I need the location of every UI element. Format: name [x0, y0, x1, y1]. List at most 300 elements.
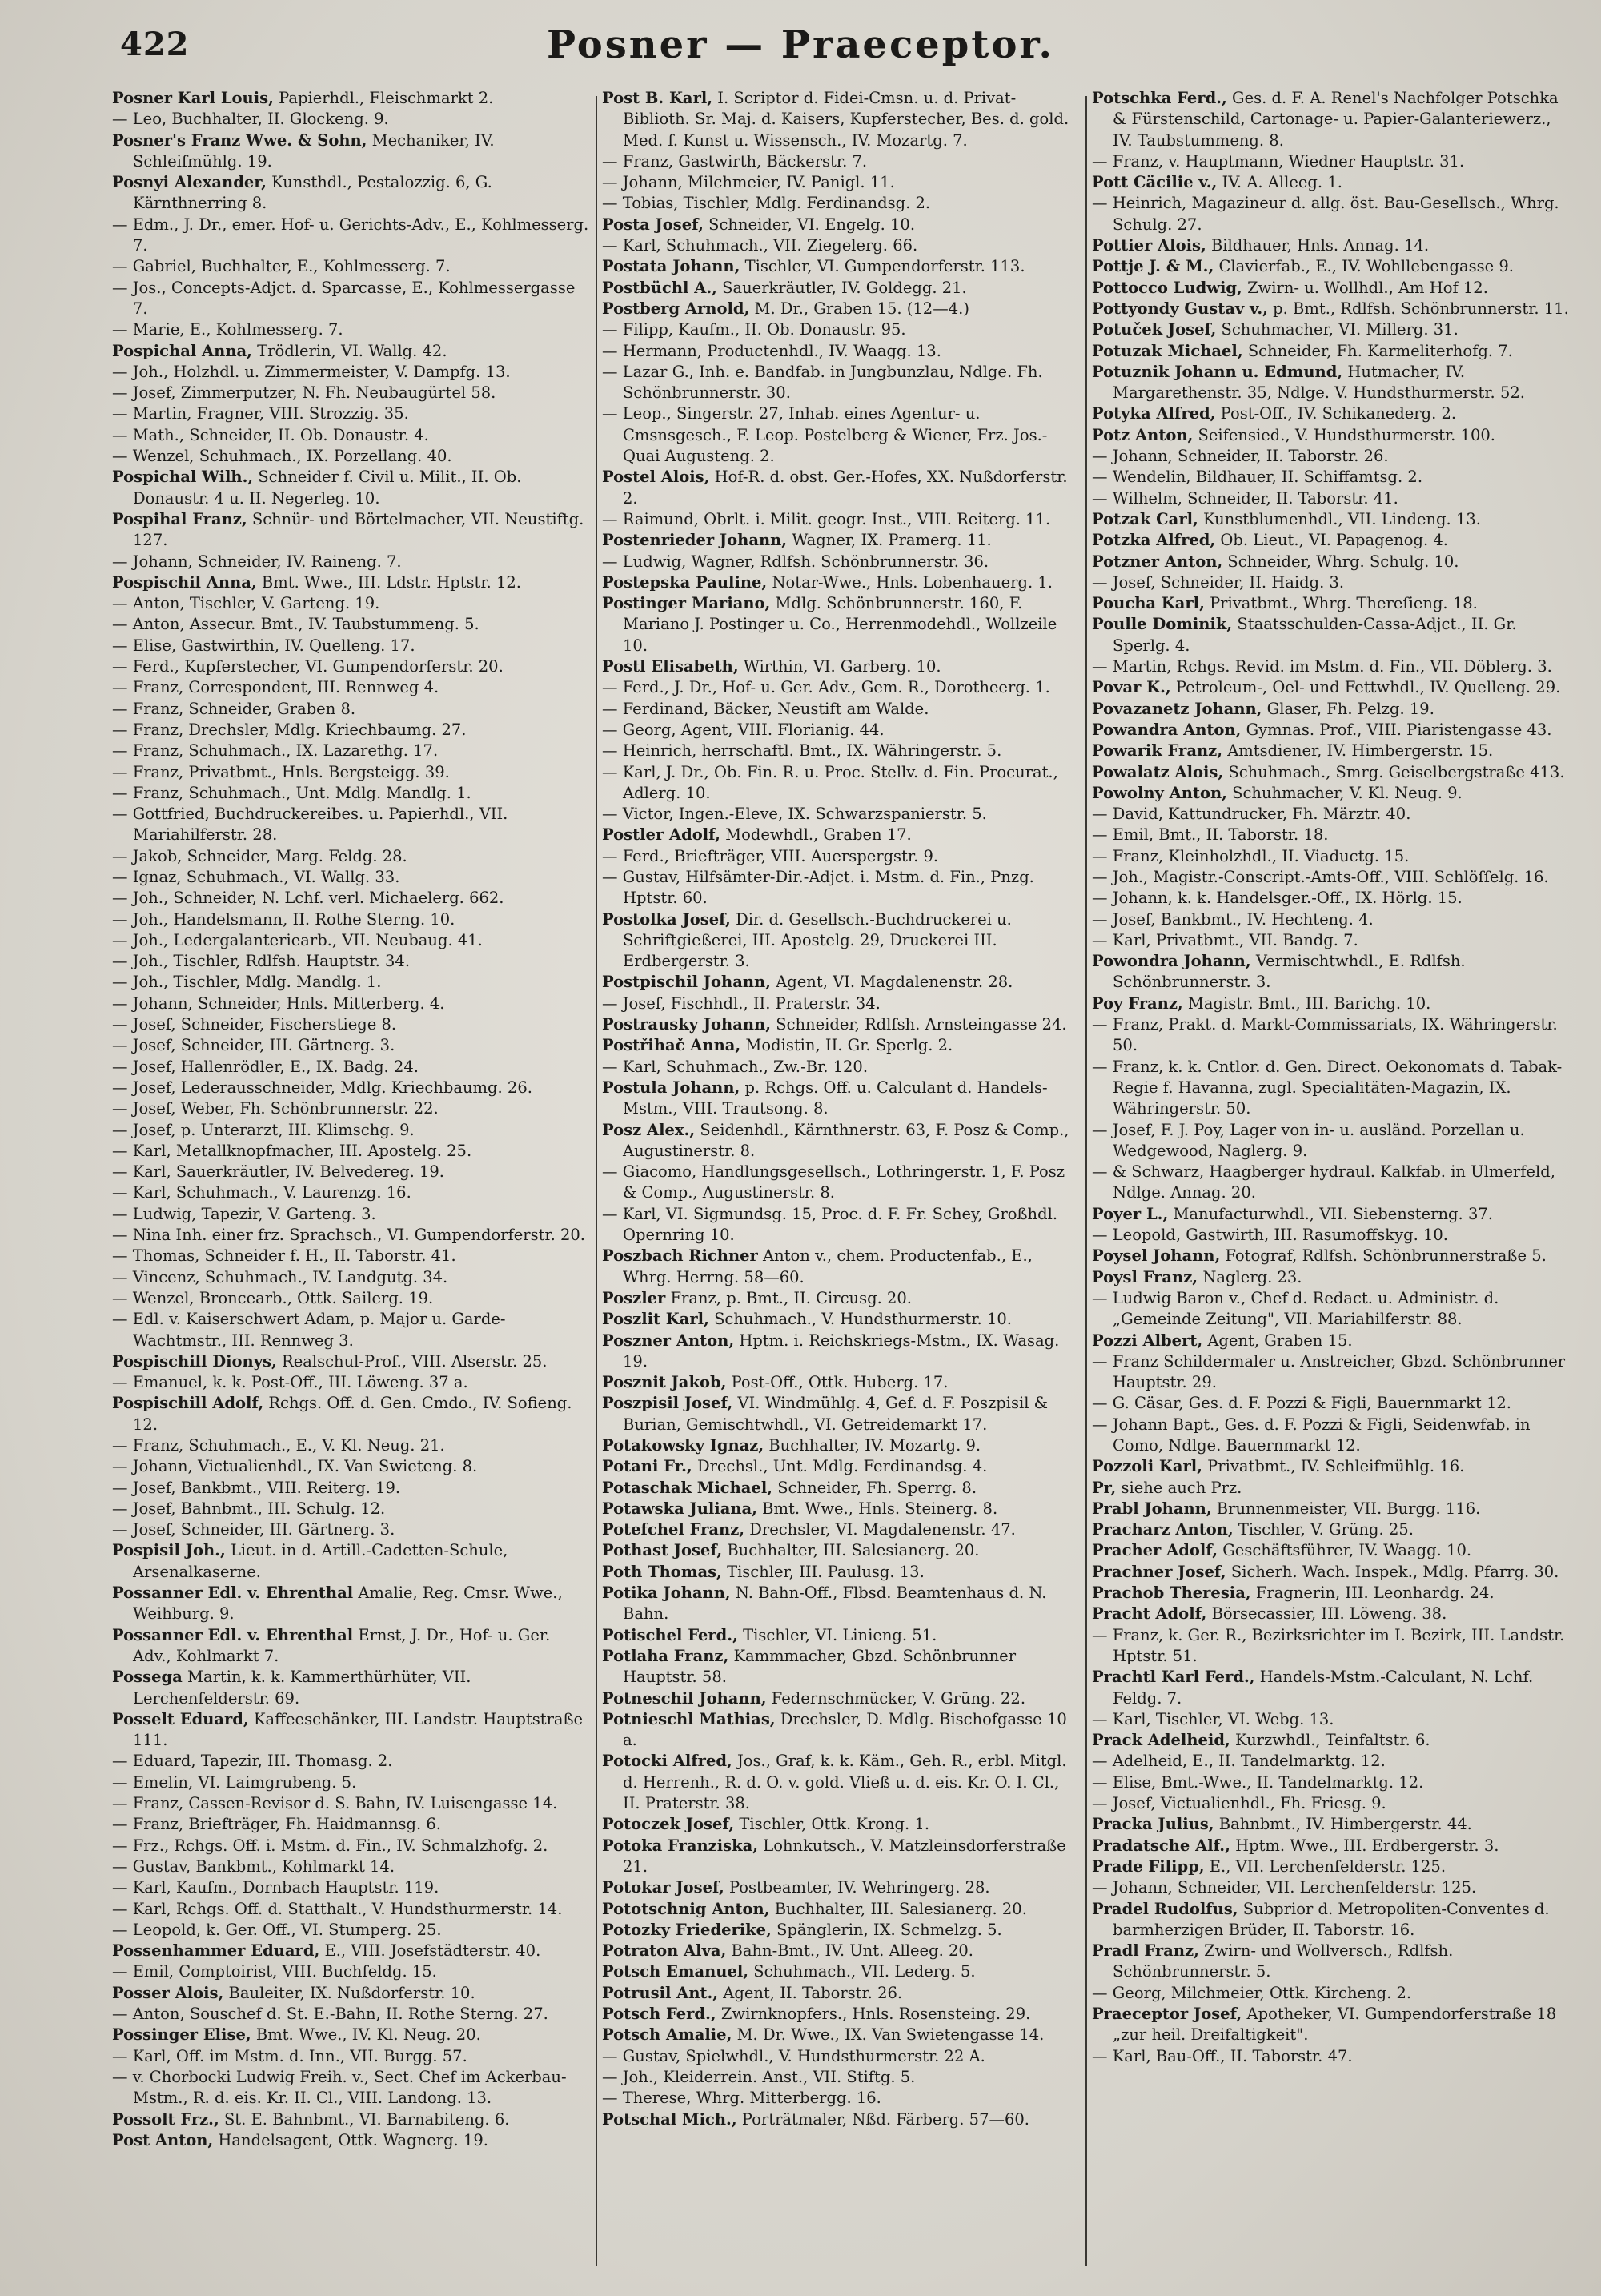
directory-entry — [112, 1351, 591, 1372]
directory-entry — [1092, 88, 1571, 151]
entry-detail: — Josef, Schneider, Fischerstiege 8. — [112, 1015, 397, 1034]
entry-detail: Tischler, III. Paulusg. 13. — [727, 1562, 925, 1581]
directory-entry — [602, 509, 1081, 530]
entry-name: Pracka Julius, — [1092, 1815, 1214, 1834]
entry-detail: Manufacturwhdl., VII. Siebensterng. 37. — [1173, 1204, 1493, 1223]
entry-detail: — Josef, Schneider, III. Gärtnerg. 3. — [112, 1036, 395, 1055]
entry-name: Post Anton, — [112, 2130, 214, 2149]
directory-entry — [112, 215, 591, 257]
directory-entry — [1092, 1225, 1571, 1246]
entry-detail: — Josef, Schneider, III. Gärtnerg. 3. — [112, 1520, 395, 1539]
entry-name: Postenrieder Johann, — [602, 531, 788, 550]
directory-entry — [602, 1836, 1081, 1878]
entry-detail: — Johann, Schneider, Hnls. Mitterberg. 4. — [112, 993, 445, 1013]
entry-name: Pospihal Franz, — [112, 509, 247, 528]
entry-detail: Mdlg. Schönbrunnerstr. 160, F. Mariano J. Postinger u. Co., Herrenmodehdl., Wollzeile 10. — [623, 594, 1057, 655]
directory-entry — [112, 1288, 591, 1309]
directory-entry — [602, 256, 1081, 277]
entry-name: Pothast Josef, — [602, 1541, 723, 1560]
entry-detail: — Giacomo, Handlungsgesellsch., Lothringerstr. 1, F. Posz & Comp., Augustinerstr. 8. — [602, 1162, 1065, 1202]
entry-detail: Zwirn- u. Wollhdl., Am Hof 12. — [1247, 278, 1488, 297]
entry-detail: IV. A. Alleeg. 1. — [1222, 173, 1342, 192]
entry-detail: Bauleiter, IX. Nußdorferstr. 10. — [228, 1983, 475, 2002]
entry-name: Possanner Edl. v. Ehrenthal — [112, 1625, 354, 1644]
directory-entry — [602, 1814, 1081, 1835]
entry-detail: Bmt. Wwe., Hnls. Steinerg. 8. — [762, 1499, 998, 1518]
entry-detail: — Martin, Fragner, VIII. Strozzig. 35. — [112, 404, 409, 423]
entry-detail: Lieut. in d. Artill.-Cadetten-Schule, Arsenalkaserne. — [133, 1541, 508, 1581]
entry-detail: — Johann, Victualienhdl., IX. Van Swieteng. 8. — [112, 1457, 478, 1476]
directory-entry — [602, 699, 1081, 720]
entry-name: Prack Adelheid, — [1092, 1731, 1230, 1750]
entry-detail: Agent, VI. Magdalenenstr. 28. — [776, 973, 1013, 992]
entry-detail: Schuhmach., Smrg. Geiselbergstraße 413. — [1228, 762, 1565, 781]
entry-name: Pospischill Adolf, — [112, 1394, 264, 1413]
directory-entry — [112, 1836, 591, 1856]
entry-name: Posta Josef, — [602, 215, 704, 234]
directory-entry — [602, 1246, 1081, 1288]
directory-entry — [112, 403, 591, 424]
entry-name: Potuček Josef, — [1092, 320, 1217, 339]
directory-entry — [112, 256, 591, 277]
directory-entry — [602, 151, 1081, 172]
directory-entry — [602, 1899, 1081, 1920]
entry-detail: — Karl, Schuhmach., V. Laurenzg. 16. — [112, 1183, 411, 1202]
directory-entry — [1092, 1899, 1571, 1941]
entry-detail: — Franz, Correspondent, III. Rennweg 4. — [112, 678, 439, 697]
entry-detail: Sicherh. Wach. Inspek., Mdlg. Pfarrg. 30. — [1230, 1562, 1559, 1581]
entry-name: Postula Johann, — [602, 1078, 740, 1097]
directory-entry — [112, 1014, 591, 1035]
directory-entry — [1092, 509, 1571, 530]
directory-entry — [602, 403, 1081, 467]
entry-detail: Postbeamter, IV. Wehringerg. 28. — [728, 1878, 990, 1897]
entry-detail: Geschäftsführer, IV. Waagg. 10. — [1222, 1541, 1472, 1560]
directory-entry — [112, 930, 591, 951]
directory-entry — [602, 825, 1081, 845]
entry-detail: — Franz, k. k. Cntlor. d. Gen. Direct. Oekonomats d. Tabak-Regie f. Havanna, zugl. Specialitäten-Magazin, IX. Währingerstr. 50. — [1092, 1057, 1563, 1118]
directory-entry — [112, 509, 591, 552]
entry-name: Pospichal Anna, — [112, 341, 252, 360]
entry-detail: — Joh., Tischler, Rdlfsh. Hauptstr. 34. — [112, 952, 411, 971]
entry-name: Potsch Amalie, — [602, 2025, 732, 2045]
directory-entry — [1092, 1667, 1571, 1709]
entry-detail: — Josef, Hallenrödler, E., IX. Badg. 24. — [112, 1057, 419, 1076]
directory-entry — [112, 1877, 591, 1898]
entry-detail: — Karl, Sauerkräutler, IV. Belvedereg. 19. — [112, 1162, 444, 1182]
entry-detail: — Emil, Comptoirist, VIII. Buchfeldg. 15. — [112, 1962, 437, 1981]
directory-entry — [602, 2025, 1081, 2045]
entry-detail: Anton v., chem. Productenfab., E., Whrg. Herrng. 58—60. — [623, 1246, 1033, 1286]
directory-entry — [112, 656, 591, 677]
entry-name: Postl Elisabeth, — [602, 657, 739, 676]
directory-entry — [112, 425, 591, 446]
entry-detail: — Raimund, Obrlt. i. Milit. geogr. Inst., VIII. Reiterg. 11. — [602, 509, 1051, 528]
directory-entry — [1092, 1730, 1571, 1751]
entry-detail: — Leo, Buchhalter, II. Glockeng. 9. — [112, 110, 389, 129]
directory-entry — [1092, 1267, 1571, 1288]
entry-detail: — Hermann, Productenhdl., IV. Waagg. 13. — [602, 341, 941, 360]
directory-entry — [602, 1288, 1081, 1309]
directory-entry — [1092, 425, 1571, 446]
directory-entry — [112, 593, 591, 614]
entry-detail: Naglerg. 23. — [1202, 1267, 1302, 1286]
entry-detail: — Johann, k. k. Handelsger.-Off., IX. Hörlg. 15. — [1092, 889, 1463, 908]
directory-entry — [602, 467, 1081, 509]
directory-entry — [602, 1162, 1081, 1204]
entry-detail: — Ferd., J. Dr., Hof- u. Ger. Adv., Gem. R., Dorotheerg. 1. — [602, 678, 1050, 697]
entry-name: Povar K., — [1092, 678, 1171, 697]
directory-entry — [112, 1793, 591, 1814]
directory-entry — [1092, 1456, 1571, 1477]
directory-entry — [112, 1920, 591, 1941]
entry-name: Poysl Franz, — [1092, 1267, 1198, 1286]
entry-detail: Schuhmach., V. Hundsthurmerstr. 10. — [714, 1310, 1012, 1329]
directory-entry — [1092, 1604, 1571, 1624]
directory-entry — [112, 888, 591, 909]
entry-detail: Lohnkutsch., V. Matzleinsdorferstraße 21. — [623, 1836, 1066, 1876]
entry-detail: — Karl, J. Dr., Ob. Fin. R. u. Proc. Stellv. d. Fin. Procurat., Adlerg. 10. — [602, 762, 1058, 802]
entry-detail: — Karl, Schuhmach., VII. Ziegelerg. 66. — [602, 236, 918, 255]
entry-detail: — Anton, Souschef d. St. E.-Bahn, II. Rothe Sterng. 27. — [112, 2005, 548, 2024]
directory-entry — [112, 572, 591, 593]
directory-entry — [112, 951, 591, 972]
directory-entry — [112, 762, 591, 783]
entry-name: Potoka Franziska, — [602, 1836, 759, 1855]
entry-detail: Sauerkräutler, IV. Goldegg. 21. — [722, 278, 967, 297]
directory-entry — [112, 1519, 591, 1540]
entry-detail: Amalie, Reg. Cmsr. Wwe., Weihburg. 9. — [133, 1584, 563, 1624]
entry-name: Potozky Friederike, — [602, 1920, 772, 1939]
entry-detail: Jos., Graf, k. k. Käm., Geh. R., erbl. Mitgl. d. Herrenh., R. d. O. v. gold. Vließ u. d. eis. Kr. O. I. Cl., II. Praterstr. 38. — [623, 1752, 1067, 1813]
directory-entry — [602, 1035, 1081, 1056]
entry-detail: — Frz., Rchgs. Off. i. Mstm. d. Fin., IV. Schmalzhofg. 2. — [112, 1836, 548, 1855]
entry-detail: — Josef, Zimmerputzer, N. Fh. Neubaugürtel 58. — [112, 383, 496, 403]
entry-detail: — Ignaz, Schuhmach., VI. Wallg. 33. — [112, 867, 400, 886]
entry-detail: — Emelin, VI. Laimgrubeng. 5. — [112, 1772, 357, 1792]
directory-entry — [1092, 1331, 1571, 1351]
entry-name: Potneschil Johann, — [602, 1688, 767, 1708]
directory-entry — [1092, 1814, 1571, 1835]
directory-entry — [602, 867, 1081, 909]
entry-detail: — Georg, Milchmeier, Ottk. Kircheng. 2. — [1092, 1983, 1412, 2002]
entry-detail: Zwirnknopfers., Hnls. Rosensteing. 29. — [720, 2005, 1031, 2024]
entry-detail: — Josef, Bankbmt., VIII. Reiterg. 19. — [112, 1478, 401, 1497]
directory-entry — [1092, 699, 1571, 720]
directory-entry — [1092, 1836, 1571, 1856]
entry-detail: Handels-Mstm.-Calculant, N. Lchf. Feldg. 7. — [1113, 1668, 1534, 1708]
directory-entry — [1092, 1499, 1571, 1519]
entry-detail: Rchgs. Off. d. Gen. Cmdo., IV. Sofieng. 12. — [133, 1394, 572, 1434]
entry-detail: Hptm. i. Reichskriegs-Mstm., IX. Wasag. 19. — [623, 1331, 1060, 1371]
entry-detail: — Johann, Schneider, IV. Raineng. 7. — [112, 552, 402, 571]
directory-entry — [1092, 804, 1571, 825]
directory-entry — [112, 1456, 591, 1477]
entry-detail: Trödlerin, VI. Wallg. 42. — [257, 341, 447, 360]
directory-entry — [112, 2046, 591, 2067]
directory-entry — [602, 1478, 1081, 1499]
entry-detail: — Wendelin, Bildhauer, II. Schiffamtsg. 2. — [1092, 468, 1423, 487]
entry-detail: Privatbmt., Whrg. Thereſieng. 18. — [1210, 594, 1478, 613]
entry-detail: Schneider f. Civil u. Milit., II. Ob. Donaustr. 4 u. II. Negerleg. 10. — [133, 468, 522, 508]
directory-entry — [112, 1120, 591, 1141]
running-title: Posner — Praeceptor. — [546, 22, 1055, 67]
directory-entry — [1092, 403, 1571, 424]
directory-entry — [1092, 362, 1571, 404]
entry-name: Pozzoli Karl, — [1092, 1457, 1202, 1476]
entry-detail: — Franz, Gastwirth, Bäckerstr. 7. — [602, 151, 868, 171]
directory-entry — [602, 2109, 1081, 2130]
entry-detail: — Leopold, Gastwirth, III. Rasumoffskyg. 10. — [1092, 1226, 1448, 1245]
entry-detail: — Joh., Tischler, Mdlg. Mandlg. 1. — [112, 973, 382, 992]
directory-entry — [1092, 993, 1571, 1014]
directory-entry — [602, 235, 1081, 256]
entry-detail: — Elise, Bmt.-Wwe., II. Tandelmarktg. 12. — [1092, 1772, 1424, 1792]
entry-detail: — Karl, Schuhmach., Zw.-Br. 120. — [602, 1057, 869, 1076]
directory-entry — [112, 109, 591, 130]
entry-name: Prachob Theresia, — [1092, 1584, 1251, 1603]
entry-detail: — Ferdinand, Bäcker, Neustift am Walde. — [602, 699, 929, 718]
directory-entry — [112, 636, 591, 656]
directory-entry — [112, 278, 591, 320]
directory-entry — [1092, 319, 1571, 340]
entry-name: Poszpisil Josef, — [602, 1394, 733, 1413]
entry-detail: — Filipp, Kaufm., II. Ob. Donaustr. 95. — [602, 320, 906, 339]
directory-entry — [112, 130, 591, 173]
directory-entry — [112, 341, 591, 362]
entry-name: Powarik Franz, — [1092, 741, 1222, 761]
entry-detail: Kurzwhdl., Teinfaltstr. 6. — [1234, 1731, 1430, 1750]
entry-detail: Buchhalter, IV. Mozartg. 9. — [768, 1436, 981, 1455]
entry-name: Possenhammer Eduard, — [112, 1941, 320, 1961]
entry-name: Postata Johann, — [602, 257, 740, 276]
directory-entry — [602, 1709, 1081, 1752]
entry-detail: Post-Off., IV. Schikanederg. 2. — [1220, 404, 1457, 423]
entry-name: Possolt Frz., — [112, 2109, 219, 2129]
directory-entry — [1092, 1120, 1571, 1162]
entry-detail: Clavierfab., E., IV. Wohllebengasse 9. — [1218, 257, 1514, 276]
directory-entry — [602, 1751, 1081, 1814]
directory-entry — [112, 1983, 591, 2004]
directory-entry — [602, 1646, 1081, 1688]
directory-entry — [1092, 1204, 1571, 1225]
entry-detail: — Johann Bapt., Ges. d. F. Pozzi & Figli, Seidenwfab. in Como, Ndlge. Bauernmarkt 12. — [1092, 1415, 1531, 1455]
directory-entry — [112, 1772, 591, 1793]
entry-detail: Buchhalter, III. Salesianerg. 20. — [727, 1541, 980, 1560]
entry-name: Potakowsky Ignaz, — [602, 1436, 764, 1455]
entry-name: Potlaha Franz, — [602, 1646, 729, 1665]
entry-detail: Post-Off., Ottk. Huberg. 17. — [731, 1373, 949, 1392]
entry-detail: Schneider, Rdlfsh. Arnsteingasse 24. — [776, 1015, 1067, 1034]
entry-name: Potz Anton, — [1092, 425, 1194, 444]
entry-detail: E., VII. Lerchenfelderstr. 125. — [1209, 1856, 1447, 1876]
entry-name: Potefchel Franz, — [602, 1520, 745, 1539]
directory-entry — [602, 2004, 1081, 2025]
entry-name: Postinger Mariano, — [602, 594, 771, 613]
entry-detail: Porträtmaler, Nßd. Färberg. 57—60. — [741, 2109, 1029, 2129]
directory-entry — [112, 2130, 591, 2151]
directory-entry — [1092, 1625, 1571, 1668]
directory-entry — [1092, 888, 1571, 909]
directory-entry — [602, 1519, 1081, 1540]
directory-entry — [112, 1625, 591, 1668]
directory-entry — [602, 88, 1081, 151]
directory-entry — [1092, 1288, 1571, 1331]
directory-entry — [1092, 593, 1571, 614]
entry-name: Postrausky Johann, — [602, 1015, 772, 1034]
entry-detail: — Franz, Schuhmach., E., V. Kl. Neug. 21. — [112, 1436, 445, 1455]
directory-entry — [112, 1814, 591, 1835]
directory-entry — [602, 2046, 1081, 2067]
entry-detail: Apotheker, VI. Gumpendorferstraße 18 „zur heil. Dreifaltigkeit". — [1113, 2005, 1557, 2045]
directory-entry — [112, 909, 591, 930]
entry-name: Pospischill Dionys, — [112, 1351, 277, 1371]
directory-entry — [112, 741, 591, 761]
entry-detail: — Therese, Whrg. Mitterbergg. 16. — [602, 2089, 881, 2108]
directory-entry — [602, 193, 1081, 214]
directory-entry — [112, 1162, 591, 1182]
entry-name: Possega — [112, 1668, 183, 1687]
directory-entry — [602, 2088, 1081, 2109]
entry-detail: Staatsschulden-Cassa-Adjct., II. Gr. Sperlg. 4. — [1113, 615, 1517, 655]
entry-detail: — v. Chorbocki Ludwig Freih. v., Sect. Chef im Ackerbau-Mstm., R. d. eis. Kr. II. Cl., VIII. Landong. 13. — [112, 2067, 567, 2108]
entry-detail: — Gustav, Spielwhdl., V. Hundsthurmerstr. 22 A. — [602, 2046, 985, 2065]
directory-entry — [602, 341, 1081, 362]
entry-detail: — Josef, Bankbmt., IV. Hechteng. 4. — [1092, 909, 1374, 929]
entry-detail: — Leop., Singerstr. 27, Inhab. eines Agentur- u. Cmsnsgesch., F. Leop. Postelberg & Wiener, Frz. Jos.-Quai Augusteng. 2. — [602, 404, 1048, 466]
entry-detail: — Josef, Schneider, II. Haidg. 3. — [1092, 572, 1345, 592]
directory-entry — [1092, 341, 1571, 362]
entry-name: Postler Adolf, — [602, 825, 720, 845]
directory-entry — [1092, 552, 1571, 572]
entry-detail: Ernst, J. Dr., Hof- u. Ger. Adv., Kohlmarkt 7. — [133, 1625, 551, 1665]
entry-name: Post B. Karl, — [602, 89, 713, 107]
directory-entry — [602, 804, 1081, 825]
entry-name: Potuzak Michael, — [1092, 341, 1243, 360]
directory-entry — [602, 1583, 1081, 1625]
entry-name: Prabl Johann, — [1092, 1499, 1212, 1518]
directory-entry — [602, 215, 1081, 235]
directory-entry — [1092, 1057, 1571, 1120]
entry-detail: — Wilhelm, Schneider, II. Taborstr. 41. — [1092, 488, 1398, 508]
entry-detail: Tischler, VI. Linieng. 51. — [743, 1625, 937, 1644]
entry-name: Pospisil Joh., — [112, 1541, 226, 1560]
entry-detail: Glaser, Fh. Pelzg. 19. — [1266, 699, 1434, 718]
column-divider — [1085, 96, 1087, 2266]
entry-detail: Bahnbmt., IV. Himbergerstr. 44. — [1218, 1815, 1472, 1834]
entry-detail: Magistr. Bmt., III. Barichg. 10. — [1187, 993, 1431, 1013]
entry-detail: Modewhdl., Graben 17. — [725, 825, 912, 845]
directory-entry — [1092, 1415, 1571, 1457]
entry-detail: — Emanuel, k. k. Post-Off., III. Löweng. 37 a. — [112, 1373, 468, 1392]
entry-detail: — Ludwig, Wagner, Rdlfsh. Schönbrunnerstr. 36. — [602, 552, 989, 571]
directory-entry — [602, 362, 1081, 404]
entry-name: Potoczek Josef, — [602, 1815, 735, 1834]
directory-entry — [1092, 1793, 1571, 1814]
entry-detail: Bmt. Wwe., IV. Kl. Neug. 20. — [255, 2025, 481, 2045]
directory-entry — [602, 909, 1081, 973]
directory-entry — [112, 1941, 591, 1961]
directory-entry — [602, 319, 1081, 340]
entry-detail: — Johann, Milchmeier, IV. Panigl. 11. — [602, 173, 895, 192]
directory-entry — [1092, 278, 1571, 299]
entry-detail: — Joh., Schneider, N. Lchf. verl. Michaelerg. 662. — [112, 889, 504, 908]
directory-entry — [602, 1961, 1081, 1982]
directory-entry — [112, 699, 591, 720]
directory-entry — [602, 1078, 1081, 1120]
entry-detail: — Anton, Assecur. Bmt., IV. Taubstummeng. 5. — [112, 615, 479, 634]
directory-entry — [112, 1856, 591, 1877]
directory-entry — [1092, 172, 1571, 193]
entry-detail: Kaffeeschänker, III. Landstr. Hauptstraße 111. — [133, 1709, 584, 1750]
directory-entry — [112, 172, 591, 215]
directory-entry — [1092, 741, 1571, 761]
entry-detail: M. Dr. Wwe., IX. Van Swietengasse 14. — [736, 2025, 1045, 2045]
directory-entry — [112, 319, 591, 340]
entry-detail: I. Scriptor d. Fidei-Cmsn. u. d. Privat-Biblioth. Sr. Maj. d. Kaisers, Kupferstecher, Bes. d. gold. Med. f. Kunst u. Wissensch., IV. Mozartg. 7. — [623, 89, 1069, 150]
entry-name: Pott Cäcilie v., — [1092, 173, 1218, 192]
entry-detail: Spänglerin, IX. Schmelzg. 5. — [776, 1920, 1002, 1939]
entry-detail: — David, Kattundrucker, Fh. Märztr. 40. — [1092, 805, 1411, 824]
entry-detail: Kunsthdl., Pestalozzig. 6, G. Kärnthnerring 8. — [133, 173, 492, 213]
directory-entry — [602, 1014, 1081, 1035]
entry-name: Poszner Anton, — [602, 1331, 735, 1350]
entry-detail: Ges. d. F. A. Renel's Nachfolger Potschka & Fürstenschild, Cartonage- u. Papier-Galanteriewerz., IV. Taubstummeng. 8. — [1113, 89, 1559, 150]
entry-detail: — Johann, Schneider, II. Taborstr. 26. — [1092, 447, 1389, 466]
directory-entry — [112, 1057, 591, 1078]
entry-name: Prachtl Karl Ferd., — [1092, 1668, 1255, 1687]
entry-name: Potraton Alva, — [602, 1941, 727, 1961]
entry-detail: Martin, k. k. Kammerthürhüter, VII. Lerchenfelderstr. 69. — [133, 1668, 471, 1708]
entry-detail: Schnür- und Börtelmacher, VII. Neustiftg. 127. — [133, 509, 584, 550]
entry-detail: — Jos., Concepts-Adjct. d. Sparcasse, E., Kohlmessergasse 7. — [112, 278, 576, 318]
directory-entry — [1092, 762, 1571, 783]
entry-detail: — Joh., Ledergalanteriearb., VII. Neubaug. 41. — [112, 930, 483, 949]
entry-name: Potischel Ferd., — [602, 1625, 738, 1644]
entry-name: Postberg Arnold, — [602, 299, 750, 318]
directory-entry — [1092, 720, 1571, 741]
entry-name: Powandra Anton, — [1092, 720, 1242, 739]
entry-detail: — Franz, Privatbmt., Hnls. Bergsteigg. 39. — [112, 762, 450, 781]
column-divider — [596, 96, 597, 2266]
entry-detail: — Johann, Schneider, VII. Lerchenfelderstr. 125. — [1092, 1878, 1477, 1897]
entry-detail: — Ferd., Kupferstecher, VI. Gumpendorferstr. 20. — [112, 657, 504, 676]
directory-entry — [1092, 1583, 1571, 1604]
entry-detail: Ob. Lieut., VI. Papagenog. 4. — [1220, 531, 1448, 550]
entry-name: Posz Alex., — [602, 1120, 696, 1139]
entry-name: Potokar Josef, — [602, 1878, 724, 1897]
entry-detail: E., VIII. Josefstädterstr. 40. — [324, 1941, 541, 1961]
entry-detail: — & Schwarz, Haagberger hydraul. Kalkfab. in Ulmerfeld, Ndlge. Annag. 20. — [1092, 1162, 1555, 1202]
directory-entry — [602, 530, 1081, 551]
entry-detail: Hutmacher, IV. Margarethenstr. 35, Ndlge. V. Hundsthurmerstr. 52. — [1113, 362, 1525, 403]
entry-name: Potsch Emanuel, — [602, 1962, 749, 1981]
entry-name: Postřihač Anna, — [602, 1036, 741, 1055]
entry-name: Potzka Alfred, — [1092, 531, 1216, 550]
entry-detail: — Karl, Privatbmt., VII. Bandg. 7. — [1092, 930, 1358, 949]
entry-detail: Vermischtwhdl., E. Rdlfsh. Schönbrunnerstr. 3. — [1113, 952, 1466, 992]
directory-entry — [1092, 151, 1571, 172]
directory-entry — [1092, 783, 1571, 804]
entry-name: Poth Thomas, — [602, 1562, 722, 1581]
entry-detail: Subprior d. Metropoliten-Conventes d. barmherzigen Brüder, II. Taborstr. 16. — [1113, 1899, 1550, 1939]
entry-name: Pradl Franz, — [1092, 1941, 1199, 1961]
directory-entry — [112, 1141, 591, 1162]
directory-entry — [602, 1499, 1081, 1519]
entry-detail: Dir. d. Gesellsch.-Buchdruckerei u. Schriftgießerei, III. Apostelg. 29, Druckerei III. Erdbergerstr. 3. — [623, 909, 1012, 971]
directory-entry — [112, 1393, 591, 1435]
entry-detail: Notar-Wwe., Hnls. Lobenhauerg. 1. — [772, 572, 1053, 592]
